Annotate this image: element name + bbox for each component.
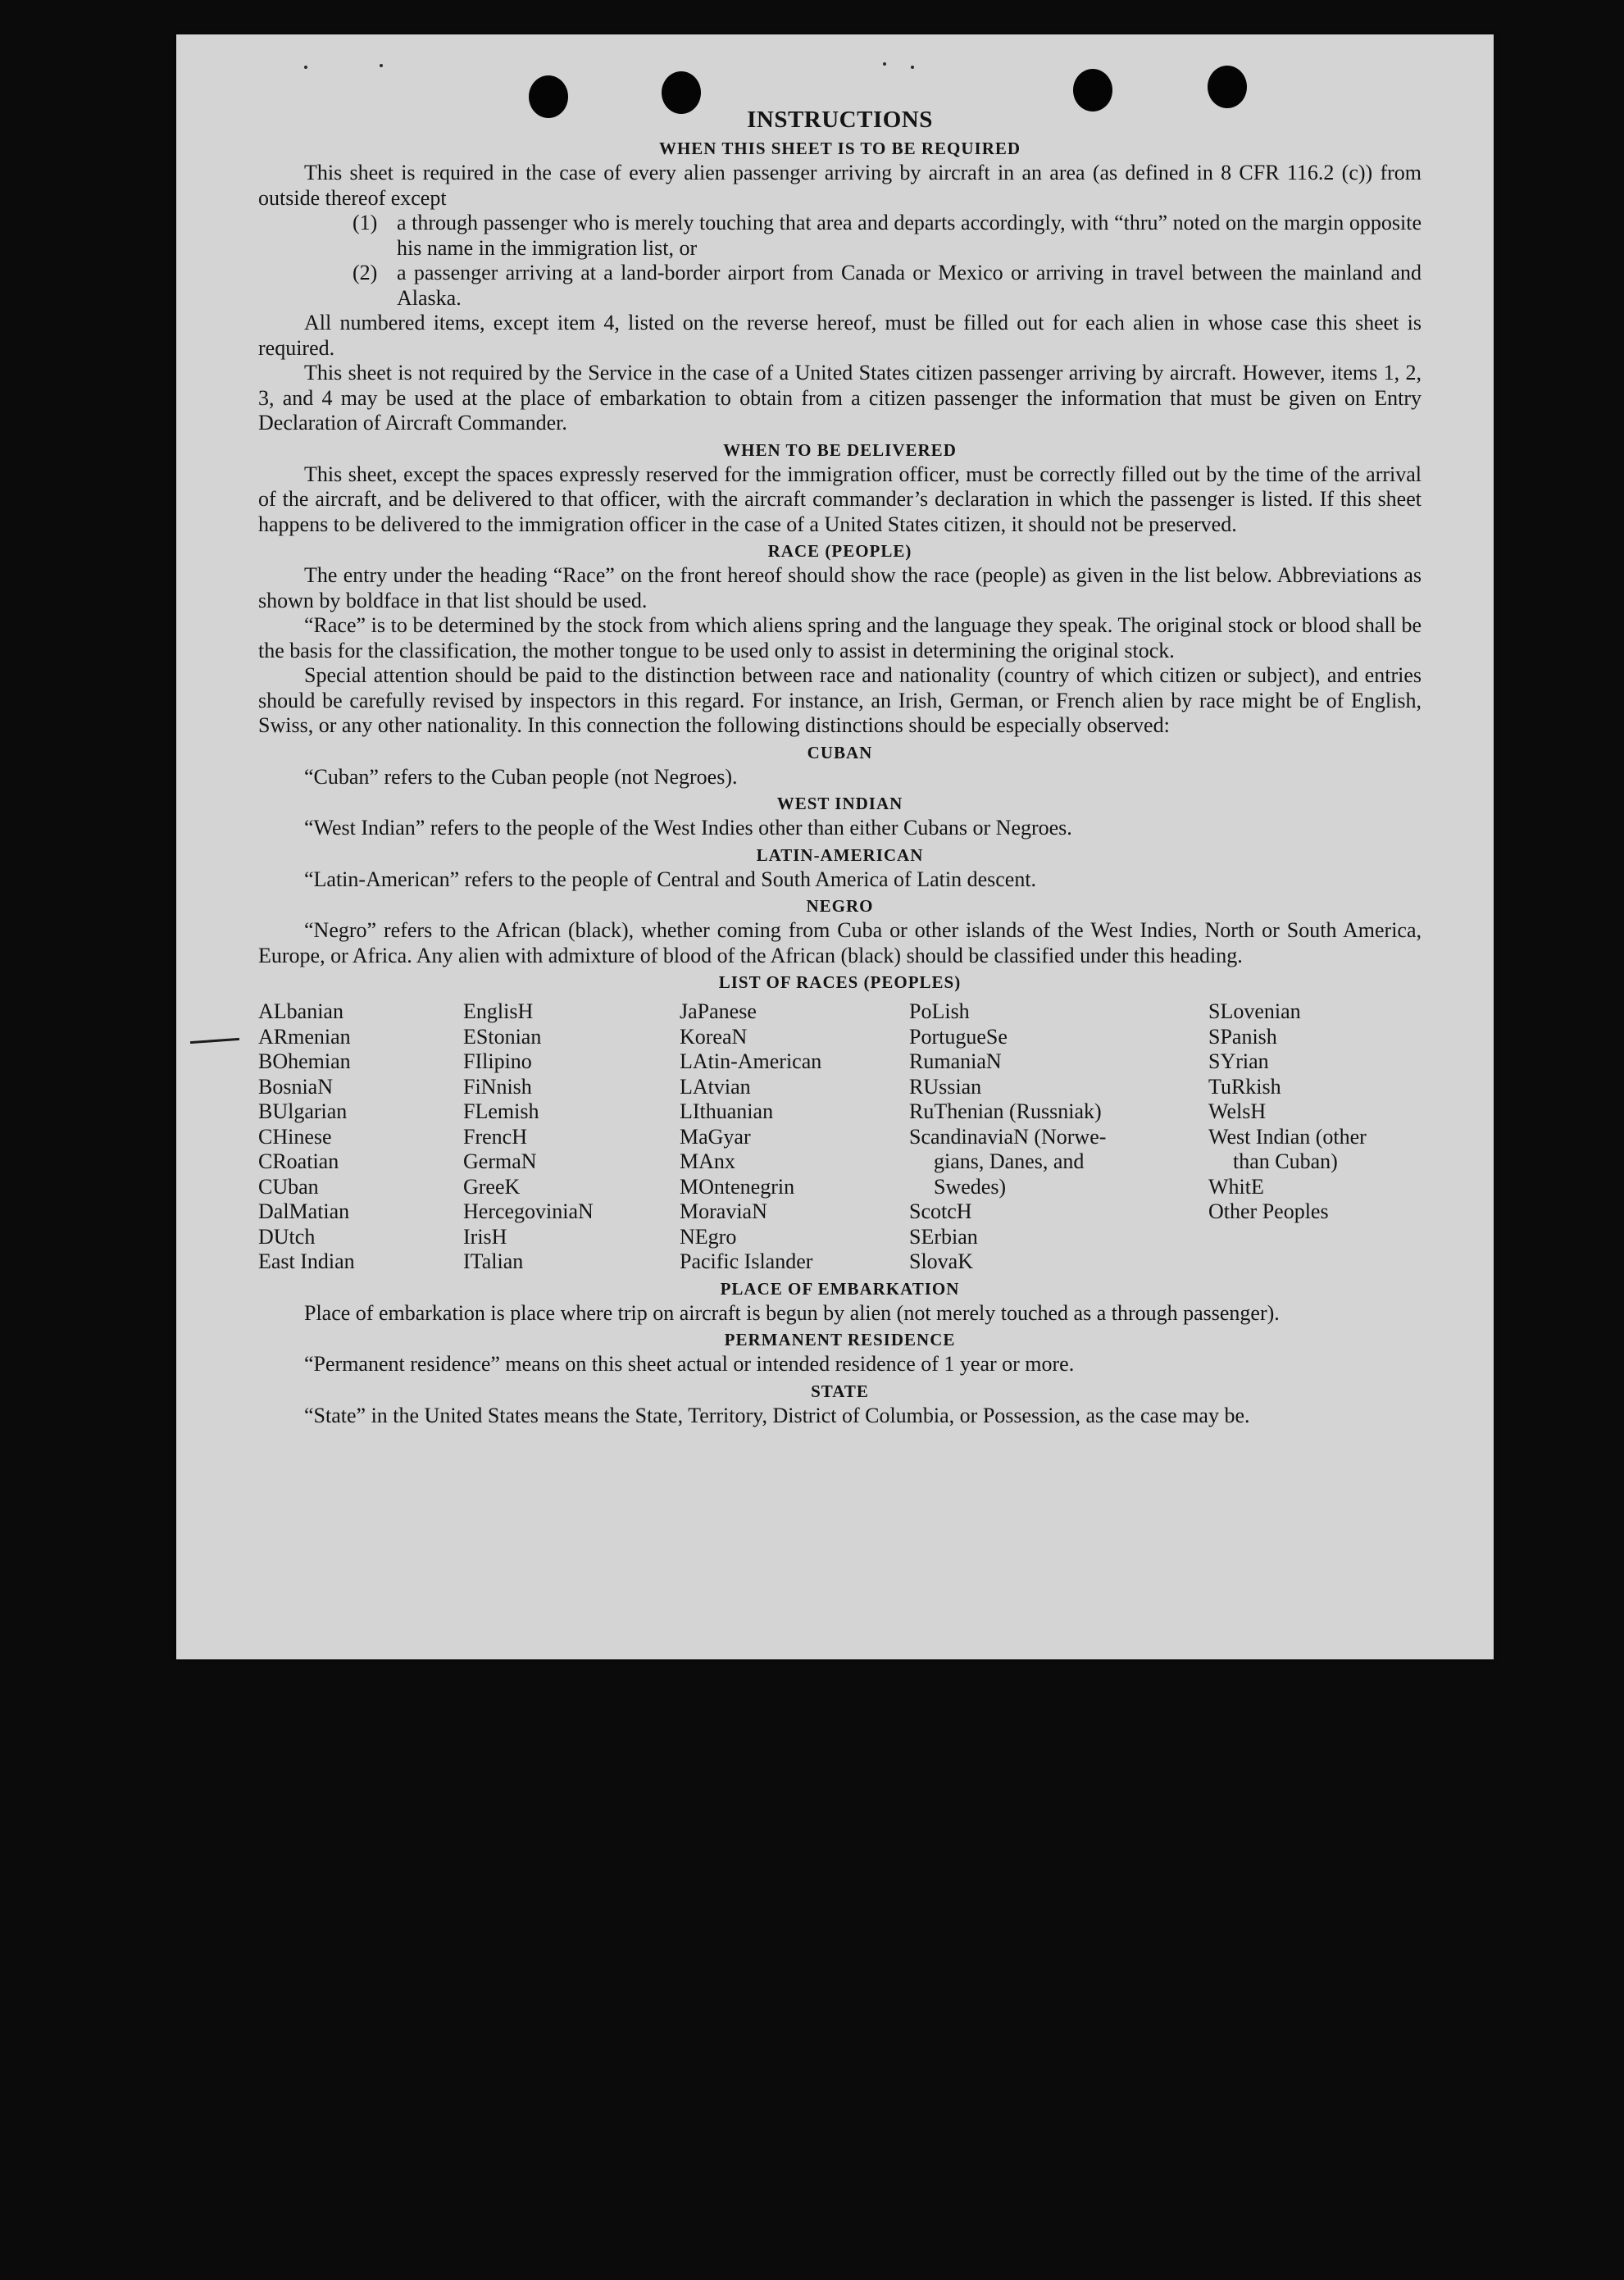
race-entry: HercegoviniaN (463, 1199, 594, 1223)
section-heading-negro: NEGRO (806, 896, 874, 916)
race-entry: PortugueSe (909, 1024, 1008, 1049)
race-entry: ScandinaviaN (Norwe- (909, 1124, 1107, 1149)
speck (304, 66, 307, 69)
race-entry: ALbanian (258, 999, 343, 1023)
race-entry: WhitE (1208, 1174, 1264, 1199)
race-entry: WelsH (1208, 1099, 1267, 1123)
paragraph: “Race” is to be determined by the stock from which aliens spring and the language they speak. The original stock or blood shall be the basis for the classification, the mother tongue to be used only to assist in determining the original stock. (258, 613, 1422, 662)
punch-hole (1073, 69, 1112, 111)
race-entry: EStonian (463, 1024, 542, 1049)
race-entry: FIlipino (463, 1049, 532, 1073)
race-entry: ScotcH (909, 1199, 972, 1223)
race-entry: LAtvian (680, 1074, 751, 1099)
paragraph: “Negro” refers to the African (black), whether coming from Cuba or other islands of the West Indies, North or South America, Europe, or Africa. Any alien with admixture of blood of the African (black) should be classified under this heading. (258, 918, 1422, 967)
race-entry: East Indian (258, 1249, 355, 1273)
race-entry: LIthuanian (680, 1099, 774, 1123)
paragraph: “State” in the United States means the State, Territory, District of Columbia, or Possession, as the case may be. (304, 1403, 1250, 1427)
race-entry: RuThenian (Russniak) (909, 1099, 1102, 1123)
race-entry: SlovaK (909, 1249, 973, 1273)
paragraph: “Latin-American” refers to the people of Central and South America of Latin descent. (304, 867, 1037, 891)
race-entry: MAnx (680, 1149, 735, 1173)
race-entry: DalMatian (258, 1199, 350, 1223)
race-entry: GreeK (463, 1174, 521, 1199)
paragraph: Special attention should be paid to the distinction between race and nationality (country of which citizen or subject), and entries should be carefully revised by inspectors in this regard. For instance, an Irish, German, or French alien by race might be of English, Swiss, or any other nationality. In this connection the following distinctions should be especially observed: (258, 663, 1422, 737)
race-column (909, 999, 1208, 1275)
race-column (680, 999, 909, 1275)
race-column (258, 999, 463, 1275)
speck (911, 66, 914, 69)
race-entry: ARmenian (258, 1024, 351, 1049)
race-entry: NEgro (680, 1224, 737, 1249)
paragraph: This sheet is required in the case of every alien passenger arriving by aircraft in an area (as defined in 8 CFR 116.2 (c)) from outside thereof except (258, 161, 1422, 210)
race-entry: RumaniaN (909, 1049, 1002, 1073)
race-entry: LAtin-American (680, 1049, 822, 1073)
race-column (463, 999, 680, 1275)
race-entry: DUtch (258, 1224, 316, 1249)
paragraph: This sheet, except the spaces expressly reserved for the immigration officer, must be correctly filled out by the time of the arrival of the aircraft, and be delivered to that officer, with the aircraft commander’s declaration in which the passenger is listed. If this sheet happens to be delivered to the immigration officer in the case of a United States citizen, it should not be preserved. (258, 462, 1422, 536)
punch-hole (1208, 66, 1247, 108)
paragraph: This sheet is not required by the Service in the case of a United States citizen passenger arriving by aircraft. However, items 1, 2, 3, and 4 may be used at the place of embarkation to obtain from a citizen passenger the information that must be given on Entry Declaration of Aircraft Commander. (258, 361, 1422, 435)
item-text: a passenger arriving at a land-border airport from Canada or Mexico or arriving in travel between the mainland and Alaska. (397, 261, 1422, 310)
speck (380, 64, 383, 67)
race-entry: West Indian (other (1208, 1124, 1367, 1149)
race-entry: KoreaN (680, 1024, 748, 1049)
race-entry: SErbian (909, 1224, 978, 1249)
item-number: (1) (353, 211, 378, 234)
race-entry: BosniaN (258, 1074, 333, 1099)
punch-hole (662, 71, 701, 114)
race-entry: Pacific Islander (680, 1249, 813, 1273)
item-number: (2) (353, 261, 378, 284)
list-item (258, 211, 1422, 261)
race-entry: SLovenian (1208, 999, 1301, 1023)
section-heading-when-required: WHEN THIS SHEET IS TO BE REQUIRED (658, 139, 1021, 158)
punch-hole (529, 75, 568, 118)
section-heading-west-indian: WEST INDIAN (776, 794, 903, 813)
section-heading-list-of-races: LIST OF RACES (PEOPLES) (718, 972, 962, 992)
section-heading-latin-american: LATIN-AMERICAN (756, 844, 924, 865)
race-entry: RUssian (909, 1074, 982, 1099)
race-entry: CUban (258, 1174, 319, 1199)
section-heading-state: STATE (811, 1381, 869, 1401)
list-item (258, 261, 1422, 311)
section-heading-when-delivered: WHEN TO BE DELIVERED (723, 439, 957, 460)
race-entry: FiNnish (463, 1074, 532, 1099)
race-entry: TuRkish (1208, 1074, 1281, 1099)
race-entry: ITalian (463, 1249, 524, 1273)
race-entry: FLemish (463, 1099, 539, 1123)
speck (883, 62, 886, 66)
race-entry: IrisH (463, 1224, 507, 1249)
section-heading-cuban: CUBAN (807, 742, 873, 762)
section-heading-place-of-embarkation: PLACE OF EMBARKATION (720, 1278, 960, 1299)
race-entry: SPanish (1208, 1024, 1277, 1049)
race-entry: GermaN (463, 1149, 537, 1173)
paragraph: “Cuban” refers to the Cuban people (not Negroes). (304, 764, 738, 789)
paragraph: Place of embarkation is place where trip on aircraft is begun by alien (not merely touched as a through passenger). (304, 1300, 1280, 1325)
document-title: INSTRUCTIONS (747, 107, 933, 133)
race-entry: EnglisH (463, 999, 534, 1023)
race-entry: MoraviaN (680, 1199, 767, 1223)
race-entry: JaPanese (680, 999, 757, 1023)
race-entry: CHinese (258, 1124, 332, 1149)
race-column (1208, 999, 1422, 1275)
race-list (258, 999, 1422, 1275)
item-text: a through passenger who is merely touching that area and departs accordingly, with “thru” noted on the margin opposite his name in the immigration list, or (397, 211, 1422, 260)
section-heading-permanent-residence: PERMANENT RESIDENCE (724, 1330, 956, 1349)
race-entry: CRoatian (258, 1149, 339, 1173)
race-entry: BUlgarian (258, 1099, 348, 1123)
race-entry-continued: gians, Danes, and (934, 1149, 1085, 1173)
race-entry: Other Peoples (1208, 1199, 1329, 1223)
paragraph: All numbered items, except item 4, listed on the reverse hereof, must be filled out for each alien in whose case this sheet is required. (258, 311, 1422, 360)
paragraph: The entry under the heading “Race” on the front hereof should show the race (people) as given in the list below. Abbreviations as shown by boldface in that list should be used. (258, 563, 1422, 612)
paragraph: “West Indian” refers to the people of the West Indies other than either Cubans or Negroes. (304, 816, 1072, 840)
race-entry: FrencH (463, 1124, 527, 1149)
race-entry: MaGyar (680, 1124, 751, 1149)
paragraph: “Permanent residence” means on this sheet actual or intended residence of 1 year or more. (304, 1352, 1075, 1376)
section-heading-race: RACE (PEOPLE) (767, 541, 912, 561)
document-page (176, 34, 1494, 1659)
race-entry-continued: Swedes) (934, 1174, 1007, 1199)
race-entry: PoLish (909, 999, 970, 1023)
race-entry-continued: than Cuban) (1233, 1149, 1338, 1173)
race-entry: SYrian (1208, 1049, 1269, 1073)
race-entry: BOhemian (258, 1049, 351, 1073)
race-entry: MOntenegrin (680, 1174, 795, 1199)
